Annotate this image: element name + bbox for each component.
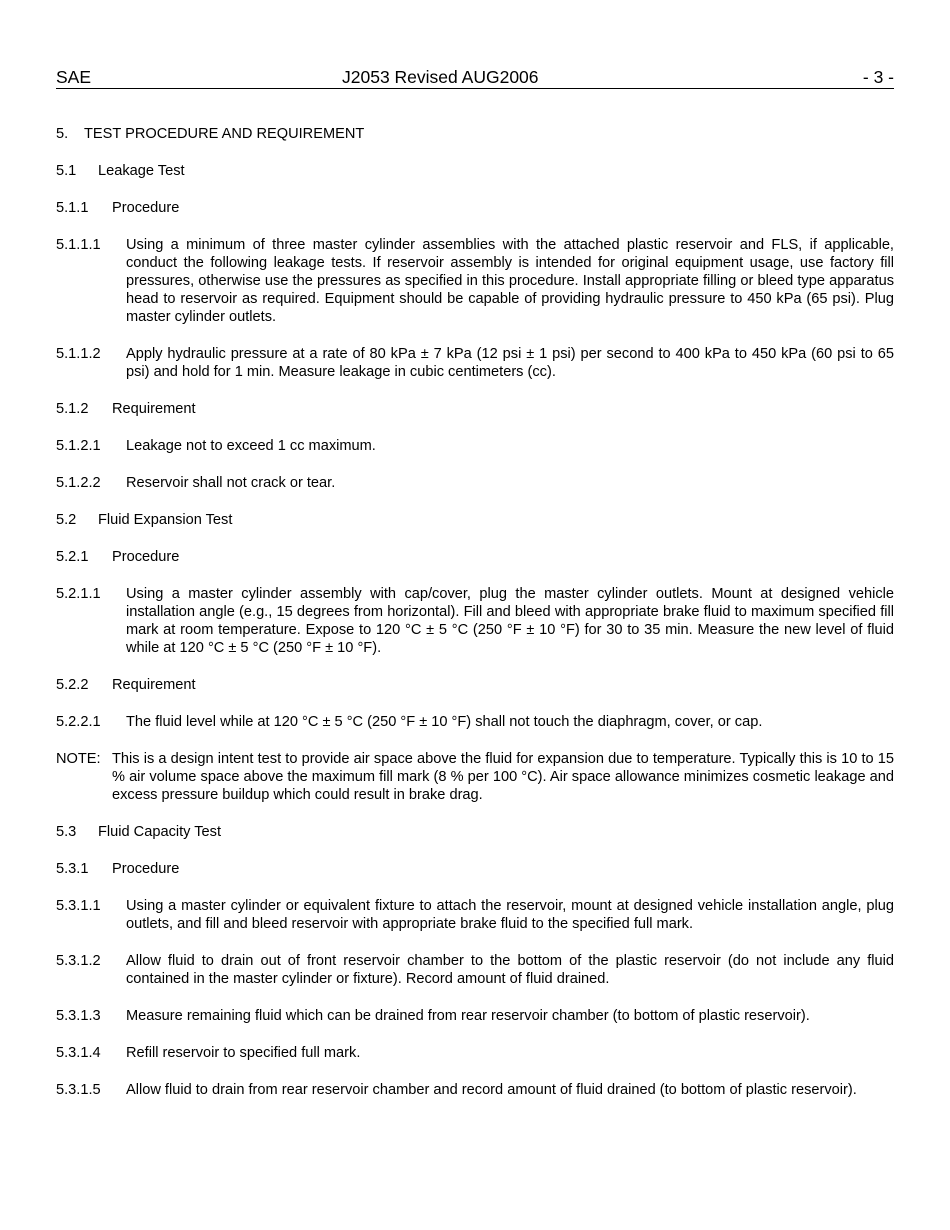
header-org: SAE [56, 67, 92, 87]
clause-paragraph [56, 345, 894, 381]
subsection-heading [56, 162, 894, 180]
subsection-heading [56, 860, 894, 878]
clause-number: 5.2.1.1 [56, 586, 101, 602]
clause-number: 5.2.2.1 [56, 714, 101, 730]
section-number: 5.1.2 [56, 401, 89, 417]
clause-text: Leakage not to exceed 1 cc maximum. [126, 438, 376, 454]
section-number: 5.2 [56, 512, 77, 528]
subsection-heading [56, 400, 894, 418]
clause-number: 5.1.2.1 [56, 438, 101, 454]
section-title: Fluid Expansion Test [98, 512, 233, 528]
document-page [56, 67, 894, 1118]
section-number: 5.2.2 [56, 677, 89, 693]
header-page-number: - 3 - [862, 67, 894, 87]
section-title: TEST PROCEDURE AND REQUIREMENT [84, 126, 365, 142]
section-title: Procedure [112, 861, 180, 877]
subsection-heading [56, 676, 894, 694]
note-label: NOTE: [56, 751, 101, 767]
section-title: Procedure [112, 200, 180, 216]
clause-number: 5.3.1.2 [56, 953, 101, 969]
section-title: Procedure [112, 549, 180, 565]
clause-number: 5.3.1.5 [56, 1082, 101, 1098]
section-number: 5.1 [56, 163, 77, 179]
clause-number: 5.1.1.1 [56, 237, 101, 253]
section-title: Leakage Test [98, 163, 185, 179]
section-title: Requirement [112, 677, 196, 693]
clause-text: Using a master cylinder assembly with cap/cover, plug the master cylinder outlets. Mount at designed vehicle installation angle (e.g., 15 degrees from horizontal). Fill and bleed with appropriate brake fluid to maximum specified fill mark at room temperature. Expose to 120 °C ± 5 °C (250 °F ± 10 °F) for 30 to 35 min. Measure the new level of fluid while at 120 °C ± 5 °C (250 °F ± 10 °F). [126, 586, 894, 656]
subsection-heading [56, 511, 894, 529]
clause-paragraph [56, 1007, 894, 1025]
clause-paragraph [56, 713, 894, 731]
section-number: 5.3 [56, 824, 77, 840]
section-title: Fluid Capacity Test [98, 824, 222, 840]
section-heading [56, 125, 894, 143]
clause-number: 5.3.1.4 [56, 1045, 101, 1061]
section-title: Requirement [112, 401, 196, 417]
document-body [56, 125, 894, 1099]
clause-paragraph [56, 1081, 894, 1099]
clause-text: Refill reservoir to specified full mark. [126, 1045, 361, 1061]
clause-text: Measure remaining fluid which can be drained from rear reservoir chamber (to bottom of plastic reservoir). [126, 1008, 810, 1024]
clause-number: 5.1.2.2 [56, 475, 101, 491]
note-paragraph [56, 750, 894, 804]
clause-number: 5.3.1.1 [56, 898, 101, 914]
clause-paragraph [56, 952, 894, 988]
section-number: 5. [56, 126, 69, 142]
clause-paragraph [56, 897, 894, 933]
clause-paragraph [56, 1044, 894, 1062]
clause-paragraph [56, 585, 894, 657]
subsection-heading [56, 548, 894, 566]
clause-text: The fluid level while at 120 °C ± 5 °C (250 °F ± 10 °F) shall not touch the diaphragm, cover, or cap. [126, 714, 763, 730]
clause-text: Allow fluid to drain out of front reservoir chamber to the bottom of the plastic reservoir (do not include any fluid contained in the master cylinder or fixture). Record amount of fluid drained. [126, 953, 894, 987]
clause-text: Using a minimum of three master cylinder assemblies with the attached plastic reservoir and FLS, if applicable, conduct the following leakage tests. If reservoir assembly is intended for original equipment usage, use factory fill pressures, otherwise use the pressures as specified in this procedure. Install appropriate filling or bleed type apparatus head to reservoir as required. Equipment should be capable of providing hydraulic pressure to 450 kPa (65 psi). Plug master cylinder outlets. [126, 237, 894, 325]
subsection-heading [56, 199, 894, 217]
clause-text: Apply hydraulic pressure at a rate of 80 kPa ± 7 kPa (12 psi ± 1 psi) per second to 400 kPa to 450 kPa (60 psi to 65 psi) and hold for 1 min. Measure leakage in cubic centimeters (cc). [126, 346, 894, 380]
clause-text: Reservoir shall not crack or tear. [126, 475, 336, 491]
clause-paragraph [56, 437, 894, 455]
clause-paragraph [56, 474, 894, 492]
subsection-heading [56, 823, 894, 841]
note-text: This is a design intent test to provide air space above the fluid for expansion due to temperature. Typically this is 10 to 15 % air volume space above the maximum fill mark (8 % per 100 °C). Air space allowance minimizes cosmetic leakage and excess pressure buildup which could result in brake drag. [112, 751, 894, 803]
section-number: 5.1.1 [56, 200, 89, 216]
clause-number: 5.1.1.2 [56, 346, 101, 362]
clause-number: 5.3.1.3 [56, 1008, 101, 1024]
clause-text: Allow fluid to drain from rear reservoir chamber and record amount of fluid drained (to bottom of plastic reservoir). [126, 1082, 857, 1098]
section-number: 5.3.1 [56, 861, 89, 877]
header-document-id: J2053 Revised AUG2006 [342, 67, 539, 87]
section-number: 5.2.1 [56, 549, 89, 565]
page-header [56, 67, 894, 89]
clause-text: Using a master cylinder or equivalent fixture to attach the reservoir, mount at designed vehicle installation angle, plug outlets, and fill and bleed reservoir with appropriate brake fluid to the specified full mark. [126, 898, 894, 932]
clause-paragraph [56, 236, 894, 326]
